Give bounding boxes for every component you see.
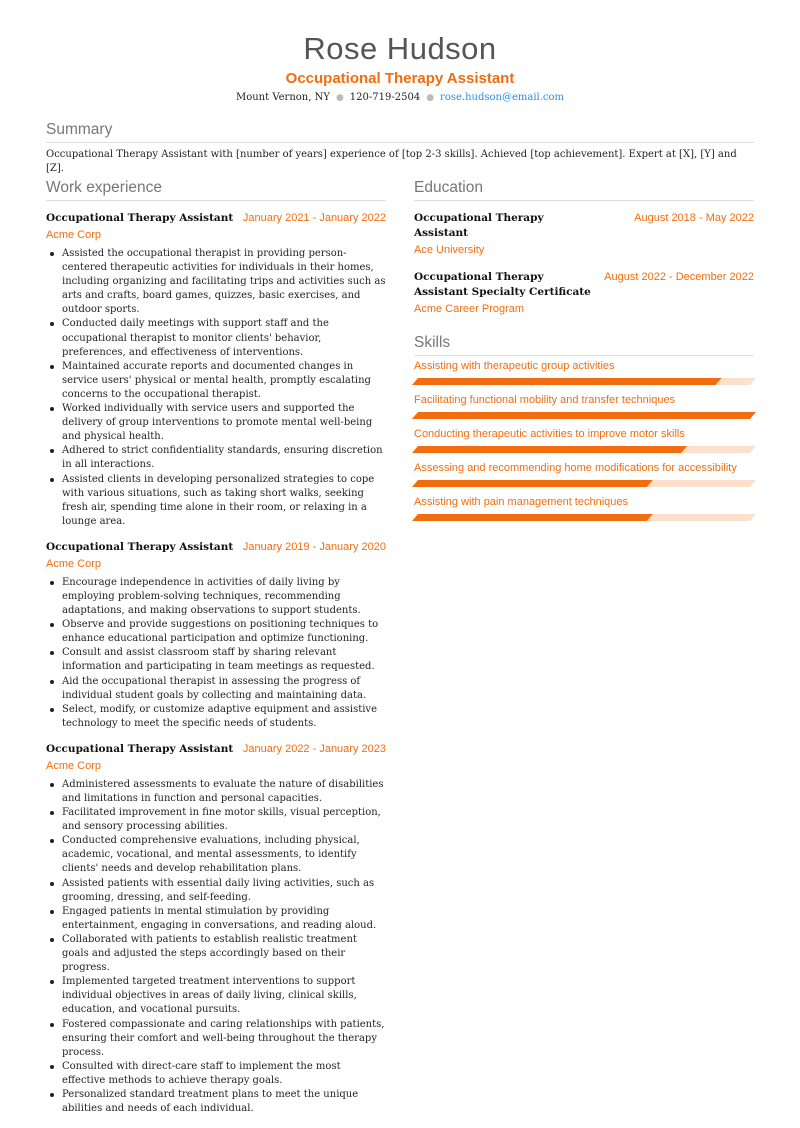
job-title: Occupational Therapy Assistant xyxy=(46,212,234,224)
skill-item xyxy=(414,428,754,453)
skill-level-bar xyxy=(412,446,756,453)
skill-bar-fill xyxy=(412,514,653,521)
skill-bar-fill xyxy=(412,446,687,453)
education-heading: Education xyxy=(414,179,754,201)
job-bullet: Conducted daily meetings with support staff and the occupational therapist to monitor clients' behavior, preferences, and effectiveness of interventions. xyxy=(46,317,386,359)
skill-name: Conducting therapeutic activities to improve motor skills xyxy=(414,428,685,440)
job-date: January 2021 - January 2022 xyxy=(242,212,386,224)
education-header xyxy=(414,270,754,300)
job-bullet: Assisted clients in developing personalized strategies to cope with various situations, such as taking short walks, seeking fresh air, spending time alone in their room, or relaxing in a lounge area. xyxy=(46,473,386,529)
skills-section xyxy=(414,334,754,521)
summary-section xyxy=(46,121,754,176)
job-bullet: Worked individually with service users and supported the delivery of group interventions to promote mental well-being and physical health. xyxy=(46,402,386,444)
skill-bar-graphic xyxy=(412,412,756,419)
education-entry xyxy=(414,211,754,258)
education-title: Occupational Therapy Assistant Specialty Certificate xyxy=(414,271,591,298)
job-date: January 2019 - January 2020 xyxy=(242,540,386,553)
resume-header xyxy=(0,30,800,105)
candidate-title: Occupational Therapy Assistant xyxy=(285,70,515,87)
job-bullet: Conducted comprehensive evaluations, including physical, academic, vocational, and mental assessments, to identify clients' needs and develop rehabilitation plans. xyxy=(46,834,386,876)
education-section xyxy=(414,179,754,317)
job-title: Occupational Therapy Assistant xyxy=(46,540,234,553)
skill-name: Assessing and recommending home modifications for accessibility xyxy=(414,462,737,474)
summary-text: Occupational Therapy Assistant with [number of years] experience of [top 2-3 skills]. Achieved [top achievement]. Expert at [X], [Y] and [Z]. xyxy=(46,149,737,174)
skill-bar-graphic xyxy=(412,514,756,521)
job-bullet: Consult and assist classroom staff by sharing relevant information and participating in team meetings as requested. xyxy=(46,646,386,674)
job-date: January 2022 - January 2023 xyxy=(242,742,386,755)
skill-bar-fill xyxy=(412,480,653,487)
job-header xyxy=(46,540,386,555)
contact-email-link[interactable]: rose.hudson@email.com xyxy=(440,92,564,103)
job-bullet-list xyxy=(46,247,386,529)
job-company: Acme Corp xyxy=(46,557,102,570)
contact-location: Mount Vernon, NY xyxy=(235,92,330,103)
contact-line xyxy=(0,91,800,105)
skill-list xyxy=(414,360,754,521)
summary-heading: Summary xyxy=(46,121,754,143)
job-header xyxy=(46,742,386,757)
job-title: Occupational Therapy Assistant xyxy=(46,742,234,755)
job-bullet: Encourage independence in activities of daily living by employing problem-solving techniques, recommending adaptations, and making observations to support students. xyxy=(46,576,386,618)
job-bullet: Aid the occupational therapist in assessing the progress of individual student goals by collecting and maintaining data. xyxy=(46,675,386,703)
job-bullet: Maintained accurate reports and documented changes in service users' physical or mental health, promptly escalating concerns to the occupational therapist. xyxy=(46,360,386,402)
job-header xyxy=(46,211,386,226)
job-bullet: Assisted the occupational therapist in providing person-centered therapeutic activities for individuals in their homes, including organizing and facilitating trips and activities such as arts and crafts, board games, quizzes, basic exercises, and outdoor sports. xyxy=(46,247,386,317)
skill-item xyxy=(414,496,754,521)
job-bullet: Consulted with direct-care staff to implement the most effective methods to achieve therapy goals. xyxy=(46,1060,386,1088)
experience-heading: Work experience xyxy=(46,179,386,201)
job-bullet-list xyxy=(46,778,386,1116)
education-date: August 2022 - December 2022 xyxy=(604,271,754,283)
job-bullet: Adhered to strict confidentiality standards, ensuring discretion in all interactions. xyxy=(46,444,386,472)
experience-section xyxy=(46,179,386,1116)
skill-item xyxy=(414,360,754,385)
candidate-name: Rose Hudson xyxy=(303,31,497,66)
job-bullet: Collaborated with patients to establish realistic treatment goals and adjusted the steps accordingly based on their progress. xyxy=(46,933,386,975)
job-entry xyxy=(46,211,386,529)
skill-item xyxy=(414,394,754,419)
education-header xyxy=(414,211,754,241)
skill-level-bar xyxy=(412,514,756,521)
skill-bar-fill xyxy=(412,412,756,419)
skill-bar-graphic xyxy=(412,378,756,385)
contact-phone: 120-719-2504 xyxy=(349,92,421,103)
skill-name: Facilitating functional mobility and transfer techniques xyxy=(414,394,676,406)
job-bullet: Observe and provide suggestions on positioning techniques to enhance educational participation and optimize functioning. xyxy=(46,618,386,646)
separator-dot-icon: ● xyxy=(335,93,344,103)
separator-dot-icon: ● xyxy=(426,93,435,103)
job-bullet: Fostered compassionate and caring relationships with patients, ensuring their comfort and well-being throughout the therapy process. xyxy=(46,1018,386,1060)
skill-bar-graphic xyxy=(412,480,756,487)
education-school: Ace University xyxy=(414,244,485,256)
right-column xyxy=(414,179,754,530)
job-bullet: Facilitated improvement in fine motor skills, visual perception, and sensory processing abilities. xyxy=(46,806,386,834)
education-school: Acme Career Program xyxy=(414,303,525,315)
job-bullet: Engaged patients in mental stimulation by providing entertainment, engaging in conversations, and reading aloud. xyxy=(46,905,386,933)
skill-item xyxy=(414,462,754,487)
education-title: Occupational Therapy Assistant xyxy=(414,212,544,239)
job-entry xyxy=(46,742,386,1116)
job-bullet: Implemented targeted treatment interventions to support individual objectives in areas of daily living, clinical skills, education, and vocational pursuits. xyxy=(46,975,386,1017)
skill-level-bar xyxy=(412,480,756,487)
job-entry xyxy=(46,540,386,731)
job-bullet: Select, modify, or customize adaptive equipment and assistive technology to meet the specific needs of students. xyxy=(46,703,386,731)
job-bullet-list xyxy=(46,576,386,731)
skill-bar-graphic xyxy=(412,446,756,453)
education-date: August 2018 - May 2022 xyxy=(634,212,754,224)
skill-level-bar xyxy=(412,412,756,419)
job-list xyxy=(46,211,386,1116)
job-bullet: Administered assessments to evaluate the nature of disabilities and limitations in function and personal capacities. xyxy=(46,778,386,806)
skill-bar-fill xyxy=(412,378,722,385)
job-company: Acme Corp xyxy=(46,759,102,772)
skills-heading: Skills xyxy=(414,334,754,356)
skill-name: Assisting with pain management techniques xyxy=(414,496,629,508)
job-bullet: Assisted patients with essential daily living activities, such as grooming, dressing, and self-feeding. xyxy=(46,877,386,905)
education-entry xyxy=(414,270,754,317)
job-bullet: Personalized standard treatment plans to meet the unique abilities and needs of each individual. xyxy=(46,1088,386,1116)
skill-level-bar xyxy=(412,378,756,385)
education-list xyxy=(414,211,754,317)
skill-name: Assisting with therapeutic group activities xyxy=(414,360,615,372)
job-company: Acme Corp xyxy=(46,229,102,241)
